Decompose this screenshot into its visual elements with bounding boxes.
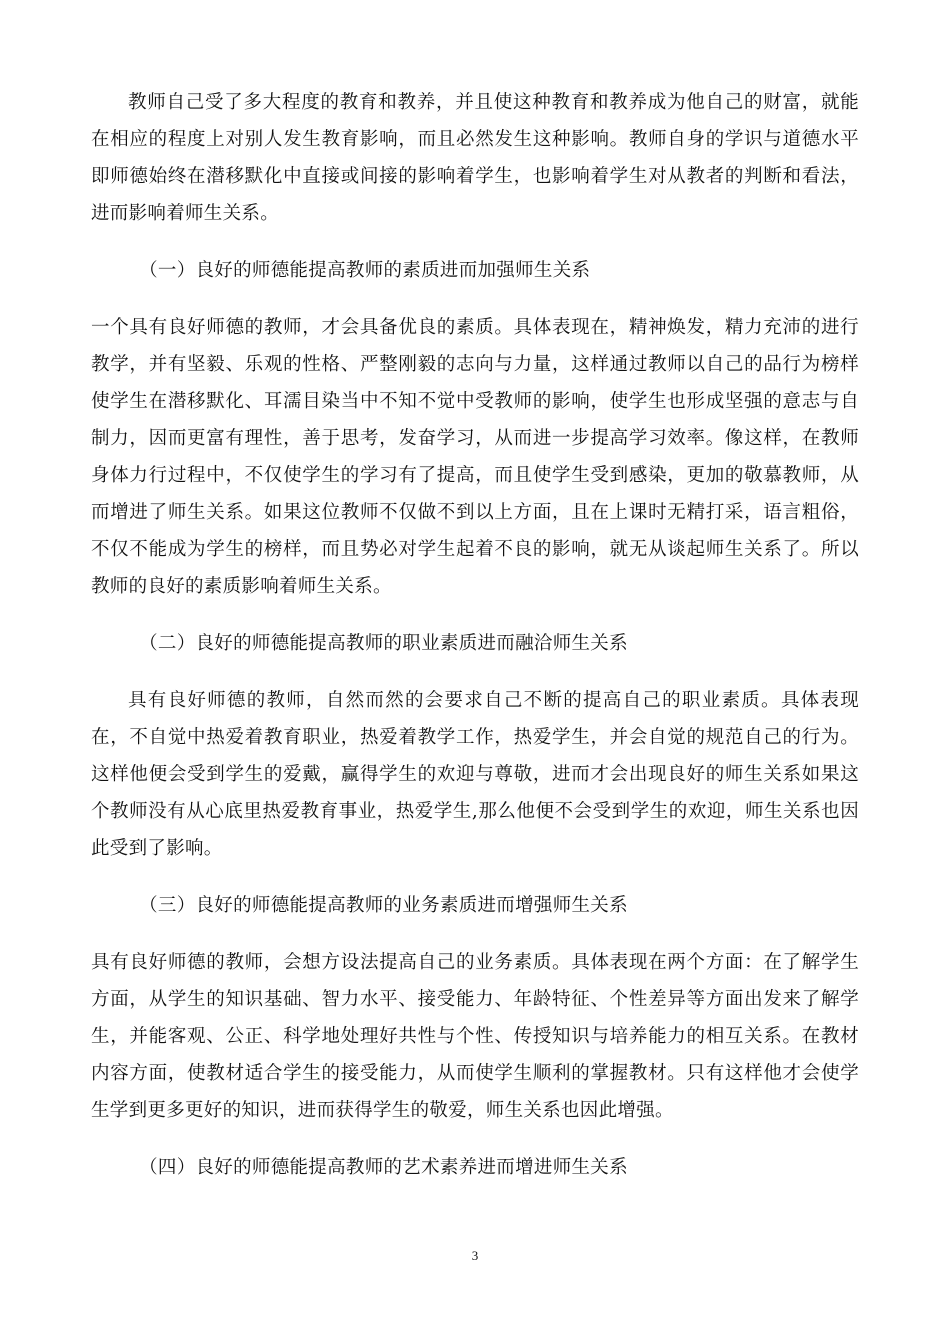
section-heading: （四）良好的师德能提高教师的艺术素养进而增进师生关系 <box>139 1157 628 1178</box>
section-heading: （一）良好的师德能提高教师的素质进而加强师生关系 <box>139 260 591 281</box>
page-number: 3 <box>471 1248 479 1263</box>
body-paragraph: 教师自己受了多大程度的教育和教养，并且使这种教育和教养成为他自己的财富，就能在相应的程度上对别人发生教育影响，而且必然发生这种影响。教师自身的学识与道德水平即师德始终在潜移默化中直接或间接的影响着学生，也影响着学生对从教者的判断和看法，进而影响着师生关系。 <box>91 92 859 224</box>
section-heading: （二）良好的师德能提高教师的职业素质进而融洽师生关系 <box>139 633 628 654</box>
body-paragraph: 一个具有良好师德的教师，才会具备优良的素质。具体表现在，精神焕发，精力充沛的进行教学，并有坚毅、乐观的性格、严整刚毅的志向与力量，这样通过教师以自己的品行为榜样使学生在潜移默化、耳濡目染当中不知不觉中受教师的影响，使学生也形成坚强的意志与自制力，因而更富有理性，善于思考，发奋学习，从而进一步提高学习效率。像这样，在教师身体力行过程中，不仅使学生的学习有了提高，而且使学生受到感染，更加的敬慕教师，从而增进了师生关系。如果这位教师不仅做不到以上方面，且在上课时无精打采，语言粗俗，不仅不能成为学生的榜样，而且势必对学生起着不良的影响，就无从谈起师生关系了。所以教师的良好的素质影响着师生关系。 <box>91 317 859 597</box>
document-body <box>91 84 859 1206</box>
body-paragraph: 具有良好师德的教师，自然而然的会要求自己不断的提高自己的职业素质。具体表现在，不自觉中热爱着教育职业，热爱着教学工作，热爱学生，并会自觉的规范自己的行为。这样他便会受到学生的爱戴，赢得学生的欢迎与尊敬，进而才会出现良好的师生关系如果这个教师没有从心底里热爱教育事业，热爱学生,那么他便不会受到学生的欢迎，师生关系也因此受到了影响。 <box>91 690 859 859</box>
body-paragraph: 具有良好师德的教师，会想方设法提高自己的业务素质。具体表现在两个方面：在了解学生方面，从学生的知识基础、智力水平、接受能力、年龄特征、个性差异等方面出发来了解学生，并能客观、公正、科学地处理好共性与个性、传授知识与培养能力的相互关系。在教材内容方面，使教材适合学生的接受能力，从而使学生顺利的掌握教材。只有这样他才会使学生学到更多更好的知识，进而获得学生的敬爱，师生关系也因此增强。 <box>91 952 859 1121</box>
section-heading: （三）良好的师德能提高教师的业务素质进而增强师生关系 <box>139 895 628 916</box>
